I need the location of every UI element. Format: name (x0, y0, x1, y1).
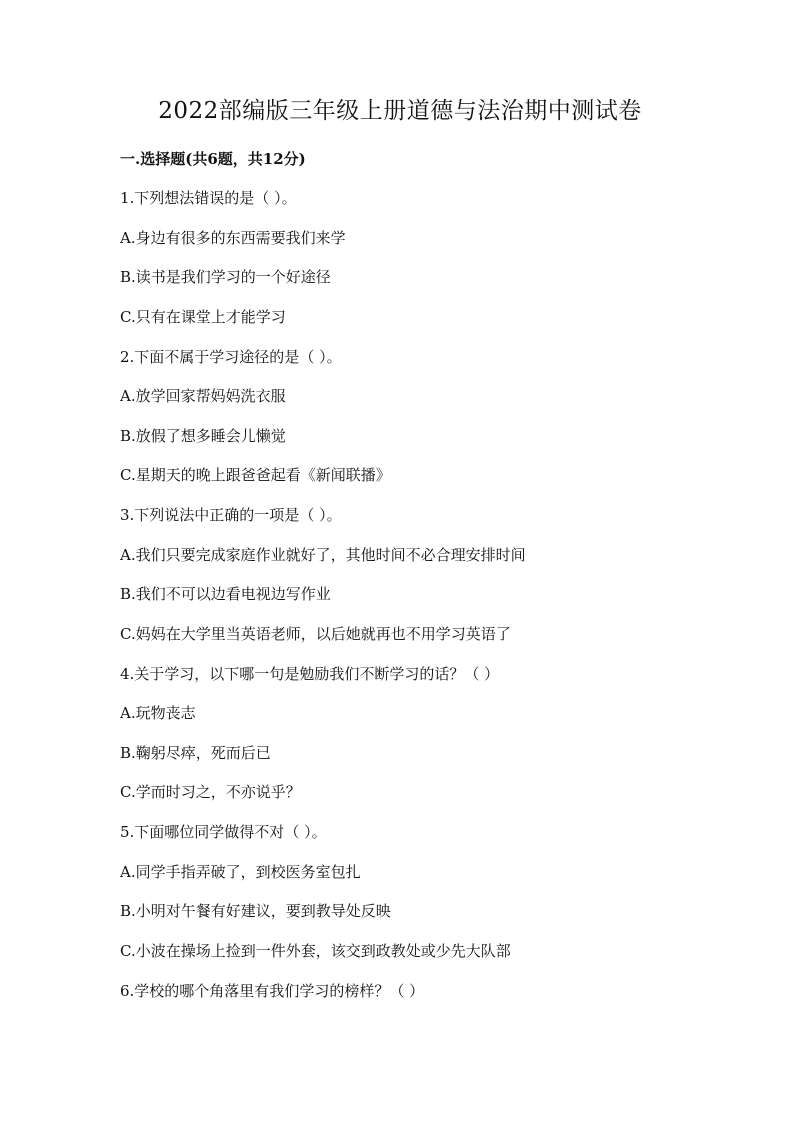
question-2-option-a: A.放学回家帮妈妈洗衣服 (120, 387, 286, 405)
question-4-option-a: A.玩物丧志 (120, 704, 196, 722)
question-1-option-a: A.身边有很多的东西需要我们来学 (120, 229, 346, 247)
question-2-option-b: B.放假了想多睡会儿懒觉 (120, 427, 286, 445)
question-3: 3.下列说法中正确的一项是（ ）。 (120, 506, 342, 524)
question-5-option-b: B.小明对午餐有好建议，要到教导处反映 (120, 902, 391, 920)
question-1-option-b: B.读书是我们学习的一个好途径 (120, 268, 331, 286)
question-6: 6.学校的哪个角落里有我们学习的榜样？（ ） (120, 982, 425, 1000)
question-3-option-b: B.我们不可以边看电视边写作业 (120, 585, 331, 603)
question-1: 1.下列想法错误的是（ ）。 (120, 189, 297, 207)
question-4: 4.关于学习，以下哪一句是勉励我们不断学习的话？（ ） (120, 665, 500, 683)
question-3-option-a: A.我们只要完成家庭作业就好了，其他时间不必合理安排时间 (120, 546, 526, 564)
question-2-option-c: C.星期天的晚上跟爸爸起看《新闻联播》 (120, 466, 391, 484)
question-4-option-b: B.鞠躬尽瘁，死而后已 (120, 744, 271, 762)
question-5-option-a: A.同学手指弄破了，到校医务室包扎 (120, 863, 361, 881)
question-5: 5.下面哪位同学做得不对（ ）。 (120, 823, 327, 841)
question-1-option-c: C.只有在课堂上才能学习 (120, 308, 286, 326)
question-2: 2.下面不属于学习途径的是（ ）。 (120, 348, 342, 366)
document-title: 2022部编版三年级上册道德与法治期中测试卷 (158, 98, 642, 124)
question-4-option-c: C.学而时习之，不亦说乎？ (120, 783, 301, 801)
question-3-option-c: C.妈妈在大学里当英语老师，以后她就再也不用学习英语了 (120, 625, 511, 643)
question-5-option-c: C.小波在操场上捡到一件外套，该交到政教处或少先大队部 (120, 942, 511, 960)
section-heading: 一.选择题(共6题，共12分) (120, 150, 306, 168)
